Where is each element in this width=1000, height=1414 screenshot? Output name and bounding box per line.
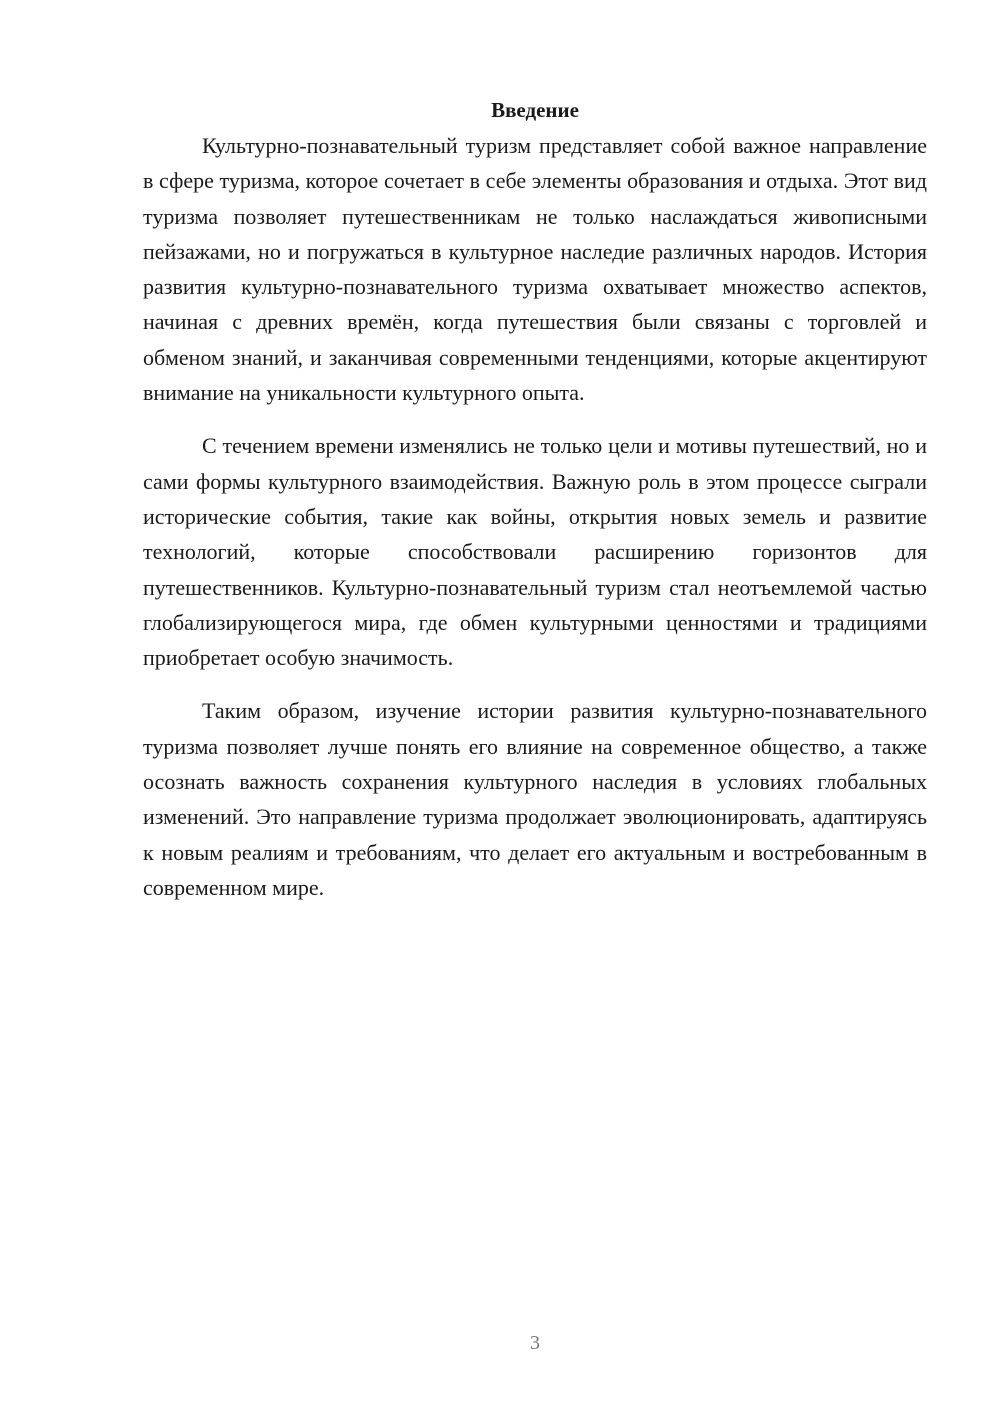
page-number: 3 [530,1332,540,1354]
paragraph-3: Таким образом, изучение истории развития культурно-познавательного туризма позволяет лучше понять его влияние на современное общество, а также осознать важность сохранения культурного наследия в условиях глобальных изменений. Это направление туризма продолжает эволюционировать, адаптируясь к новым реалиям и требованиям, что делает его актуальным и востребованным в современном мире. [143,698,927,900]
page-content [143,93,927,905]
paragraph-2: С течением времени изменялись не только цели и мотивы путешествий, но и сами формы культурного взаимодействия. Важную роль в этом процессе сыграли исторические события, такие как войны, открытия новых земель и развитие технологий, которые способствовали расширению горизонтов для путешественников. Культурно-познавательный туризм стал неотъемлемой частью глобализирующегося мира, где обмен культурными ценностями и традициями приобретает особую значимость. [143,433,927,671]
paragraph-1: Культурно-познавательный туризм представляет собой важное направление в сфере туризма, которое сочетает в себе элементы образования и отдыха. Этот вид туризма позволяет путешественникам не только наслаждаться живописными пейзажами, но и погружаться в культурное наследие различных народов. История развития культурно-познавательного туризма охватывает множество аспектов, начиная с древних времён, когда путешествия были связаны с торговлей и обменом знаний, и заканчивая современными тенденциями, которые акцентируют внимание на уникальности культурного опыта. [143,133,927,406]
section-title: Введение [491,98,579,122]
